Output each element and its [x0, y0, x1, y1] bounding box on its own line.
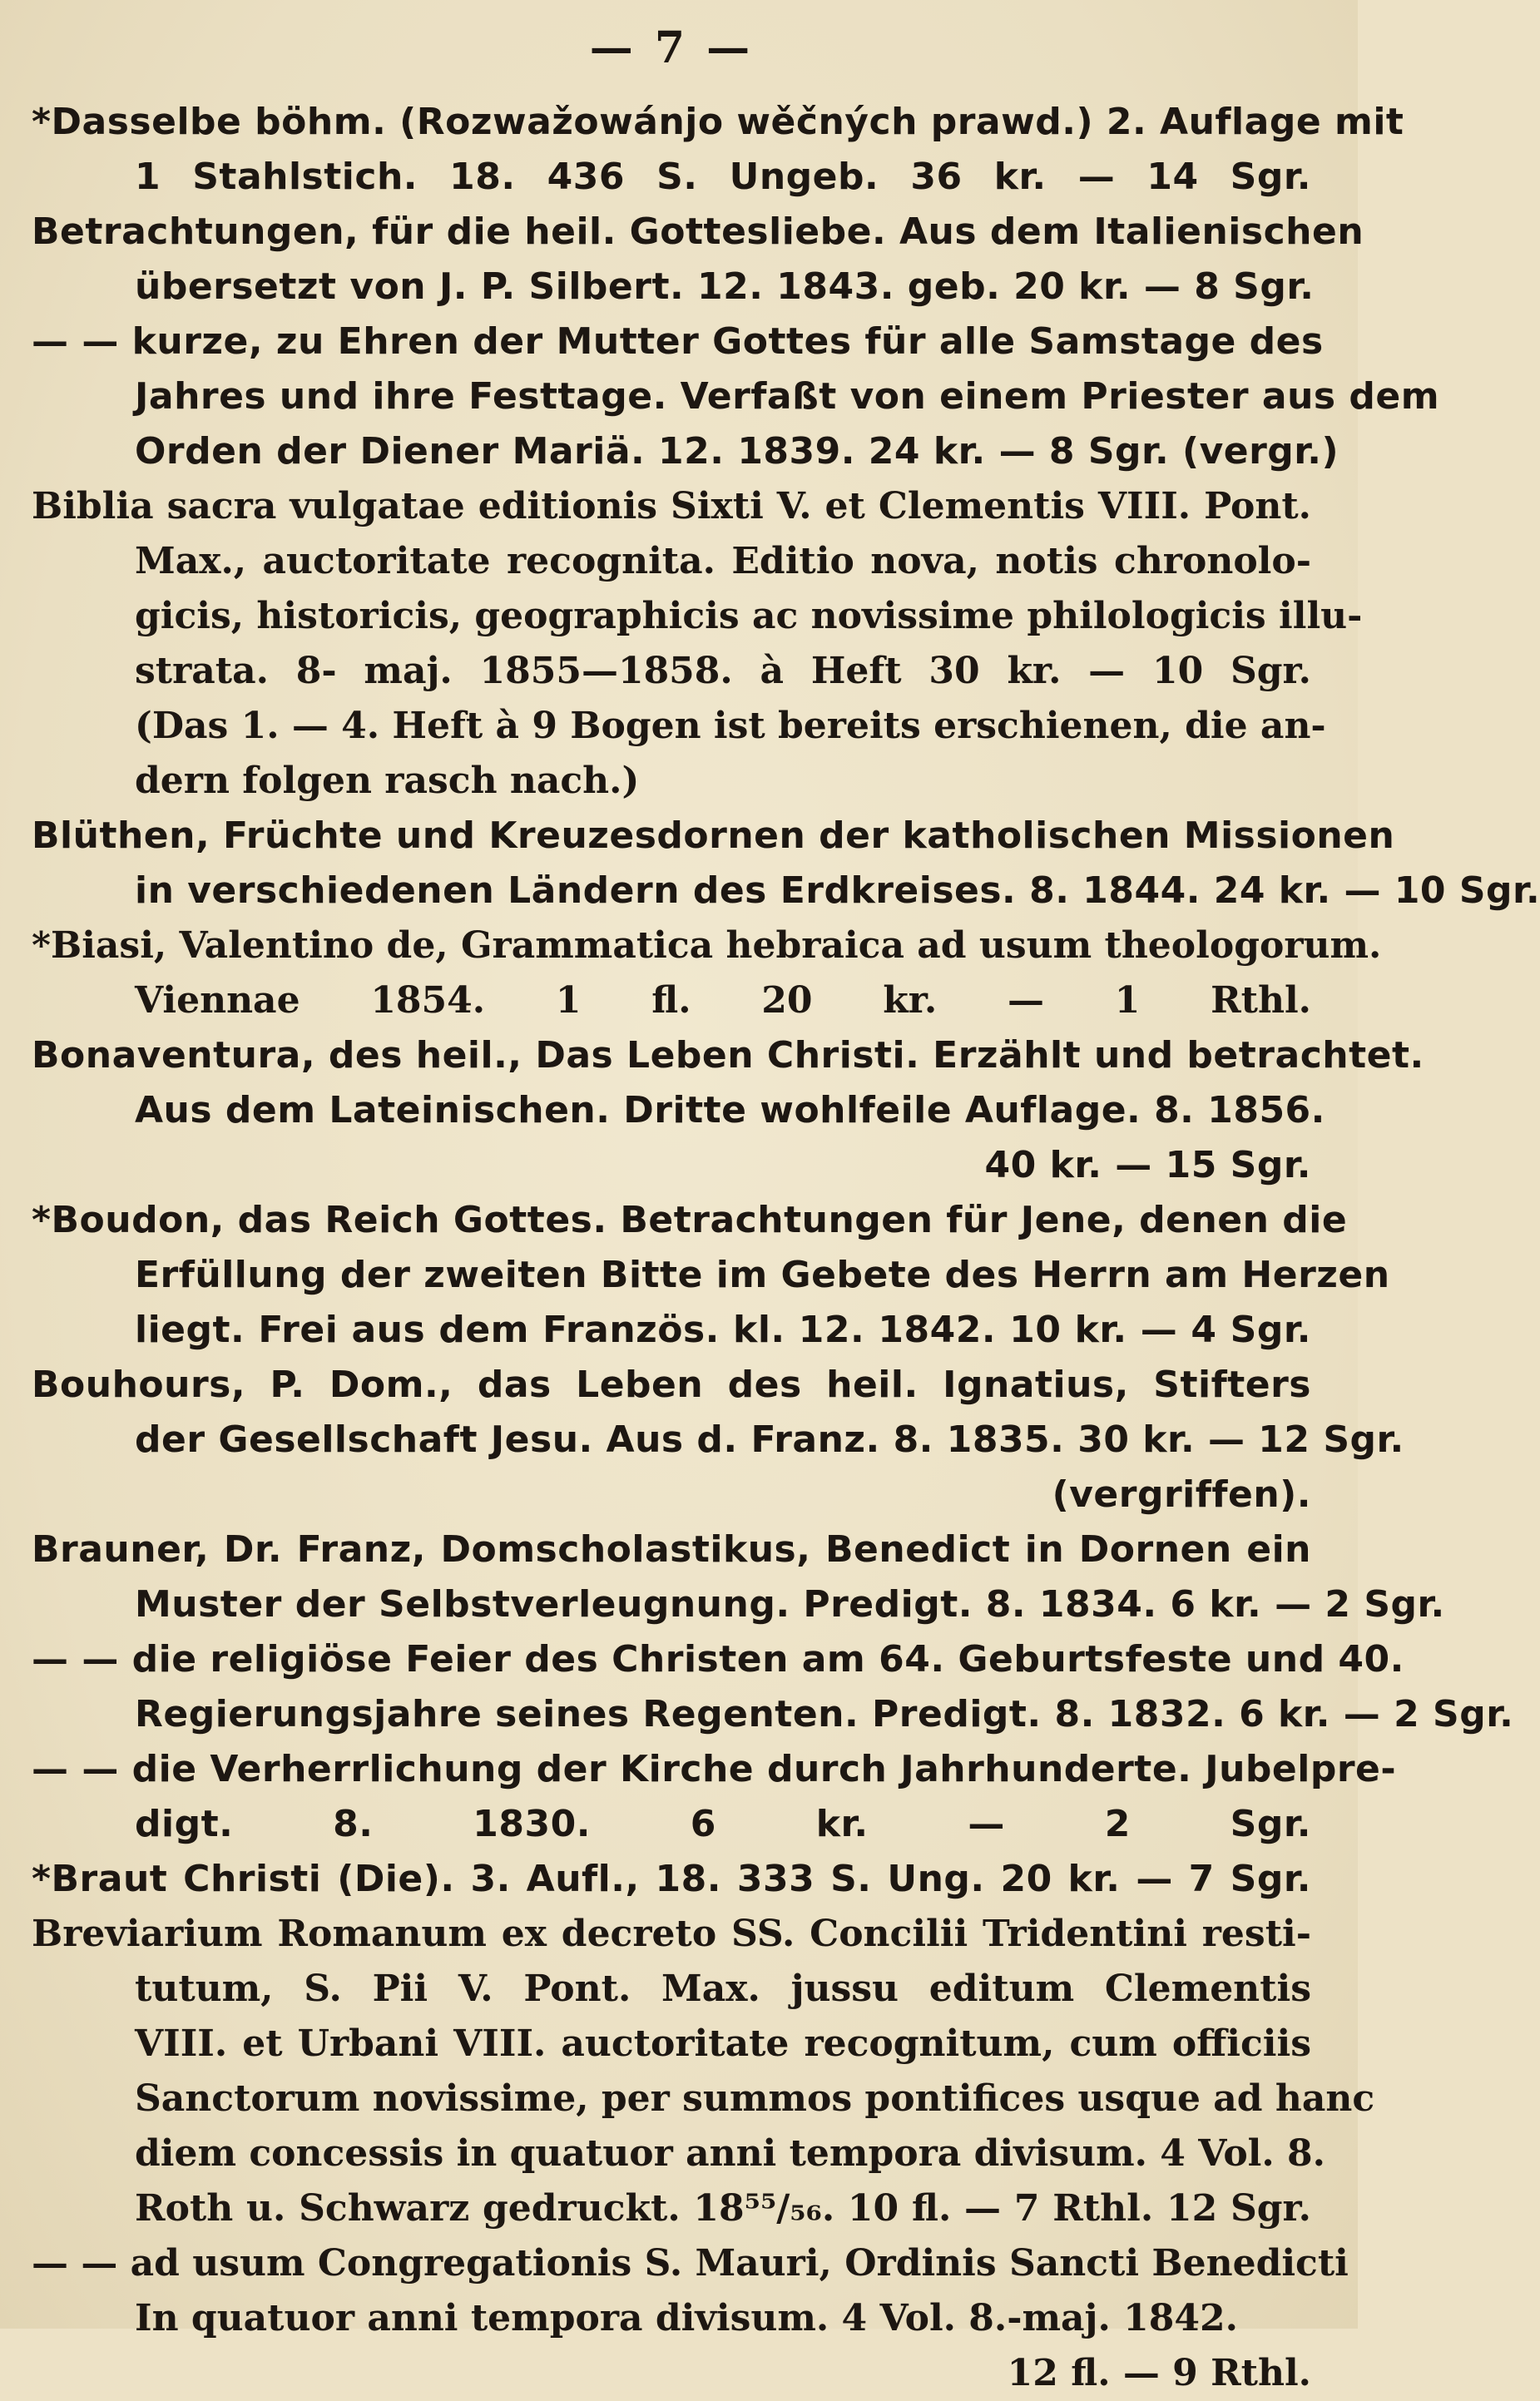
- entry-line: *Dasselbe böhm. (Rozwažowánjo wěčných prawd.) 2. Auflage mit: [32, 101, 1404, 143]
- entry-line: diem concessis in quatuor anni tempora divisum. 4 Vol. 8.: [135, 2132, 1325, 2175]
- entry-line: Viennae 1854. 1 fl. 20 kr. — 1 Rthl.: [135, 979, 1311, 1022]
- catalog-entry: [32, 479, 1363, 809]
- entry-line: In quatuor anni tempora divisum. 4 Vol. 8.-maj. 1842.: [135, 2297, 1238, 2339]
- entry-line: (Das 1. — 4. Heft à 9 Bogen ist bereits erschienen, die an-: [135, 705, 1326, 747]
- page-number: — 7 —: [589, 22, 754, 73]
- entry-line: VIII. et Urbani VIII. auctoritate recognitum, cum officiis: [135, 2022, 1311, 2065]
- entry-line: *Braut Christi (Die). 3. Aufl., 18. 333 S. Ung. 20 kr. — 7 Sgr.: [32, 1858, 1311, 1900]
- catalog-entry: [32, 95, 1404, 205]
- entry-line: 40 kr. — 15 Sgr.: [984, 1144, 1311, 1186]
- entry-line: Blüthen, Früchte und Kreuzesdornen der katholischen Missionen: [32, 814, 1395, 857]
- catalog-entry: [32, 809, 1540, 918]
- entry-line: Breviarium Romanum ex decreto SS. Concilii Tridentini resti-: [32, 1913, 1311, 1955]
- entry-line: Bonaventura, des heil., Das Leben Christi. Erzählt und betrachtet.: [32, 1034, 1424, 1077]
- entry-line: Orden der Diener Mariä. 12. 1839. 24 kr. — 8 Sgr. (vergr.): [135, 430, 1339, 473]
- entry-line: liegt. Frei aus dem Französ. kl. 12. 1842. 10 kr. — 4 Sgr.: [135, 1309, 1311, 1351]
- entry-line: Bouhours, P. Dom., das Leben des heil. Ignatius, Stifters: [32, 1364, 1311, 1406]
- entry-line: gicis, historicis, geographicis ac novissime philologicis illu-: [135, 595, 1363, 637]
- entry-line: tutum, S. Pii V. Pont. Max. jussu editum Clementis: [135, 1968, 1311, 2010]
- entry-line: Regierungsjahre seines Regenten. Predigt. 8. 1832. 6 kr. — 2 Sgr.: [135, 1693, 1514, 1735]
- entry-line: übersetzt von J. P. Silbert. 12. 1843. geb. 20 kr. — 8 Sgr.: [135, 265, 1315, 308]
- entry-line: Sanctorum novissime, per summos pontifices usque ad hanc: [135, 2077, 1375, 2120]
- catalog-entry: [32, 1852, 1311, 1907]
- entry-line: 1 Stahlstich. 18. 436 S. Ungeb. 36 kr. — 14 Sgr.: [135, 156, 1311, 198]
- catalog-entry: [32, 1358, 1404, 1522]
- entry-line: *Biasi, Valentino de, Grammatica hebraica ad usum theologorum.: [32, 924, 1382, 967]
- entry-line: — — ad usum Congregationis S. Mauri, Ordinis Sancti Benedicti: [32, 2242, 1349, 2285]
- entry-line: Brauner, Dr. Franz, Domscholastikus, Benedict in Dornen ein: [32, 1528, 1311, 1571]
- entry-line: Biblia sacra vulgatae editionis Sixti V. et Clementis VIII. Pont.: [32, 485, 1311, 527]
- entry-line: Erfüllung der zweiten Bitte im Gebete des Herrn am Herzen: [135, 1254, 1390, 1296]
- entry-line: Roth u. Schwarz gedruckt. 18⁵⁵/₅₆. 10 fl. — 7 Rthl. 12 Sgr.: [135, 2187, 1311, 2230]
- entry-line: dern folgen rasch nach.): [135, 760, 640, 802]
- entry-line: — — die Verherrlichung der Kirche durch Jahrhunderte. Jubelpre-: [32, 1748, 1397, 1790]
- entry-line: — — die religiöse Feier des Christen am 64. Geburtsfeste und 40.: [32, 1638, 1404, 1681]
- entry-line: (vergriffen).: [1052, 1473, 1311, 1516]
- entry-line: strata. 8- maj. 1855—1858. à Heft 30 kr. — 10 Sgr.: [135, 650, 1311, 692]
- entry-line: — — kurze, zu Ehren der Mutter Gottes für alle Samstage des: [32, 320, 1324, 363]
- catalog-entry: [32, 1028, 1424, 1193]
- entry-line: Jahres und ihre Festtage. Verfaßt von einem Priester aus dem: [135, 375, 1440, 418]
- entry-line: digt. 8. 1830. 6 kr. — 2 Sgr.: [135, 1803, 1311, 1845]
- entry-line: *Boudon, das Reich Gottes. Betrachtungen für Jene, denen die: [32, 1199, 1348, 1241]
- entry-line: Muster der Selbstverleugnung. Predigt. 8. 1834. 6 kr. — 2 Sgr.: [135, 1583, 1445, 1626]
- entry-line: 12 fl. — 9 Rthl.: [1007, 2352, 1311, 2394]
- entry-line: Aus dem Lateinischen. Dritte wohlfeile Auflage. 8. 1856.: [135, 1089, 1325, 1131]
- entry-line: in verschiedenen Ländern des Erdkreises. 8. 1844. 24 kr. — 10 Sgr.: [135, 869, 1540, 912]
- entry-line: der Gesellschaft Jesu. Aus d. Franz. 8. 1835. 30 kr. — 12 Sgr.: [135, 1418, 1404, 1461]
- catalog-entry: [32, 205, 1440, 479]
- entry-line: Max., auctoritate recognita. Editio nova, notis chronolo-: [135, 540, 1311, 582]
- catalog-entry: [32, 1907, 1375, 2401]
- catalog-entry: [32, 1193, 1390, 1358]
- entry-line: Betrachtungen, für die heil. Gottesliebe. Aus dem Italienischen: [32, 210, 1364, 253]
- catalog-entry: [32, 1522, 1514, 1852]
- catalog-entry: [32, 918, 1382, 1028]
